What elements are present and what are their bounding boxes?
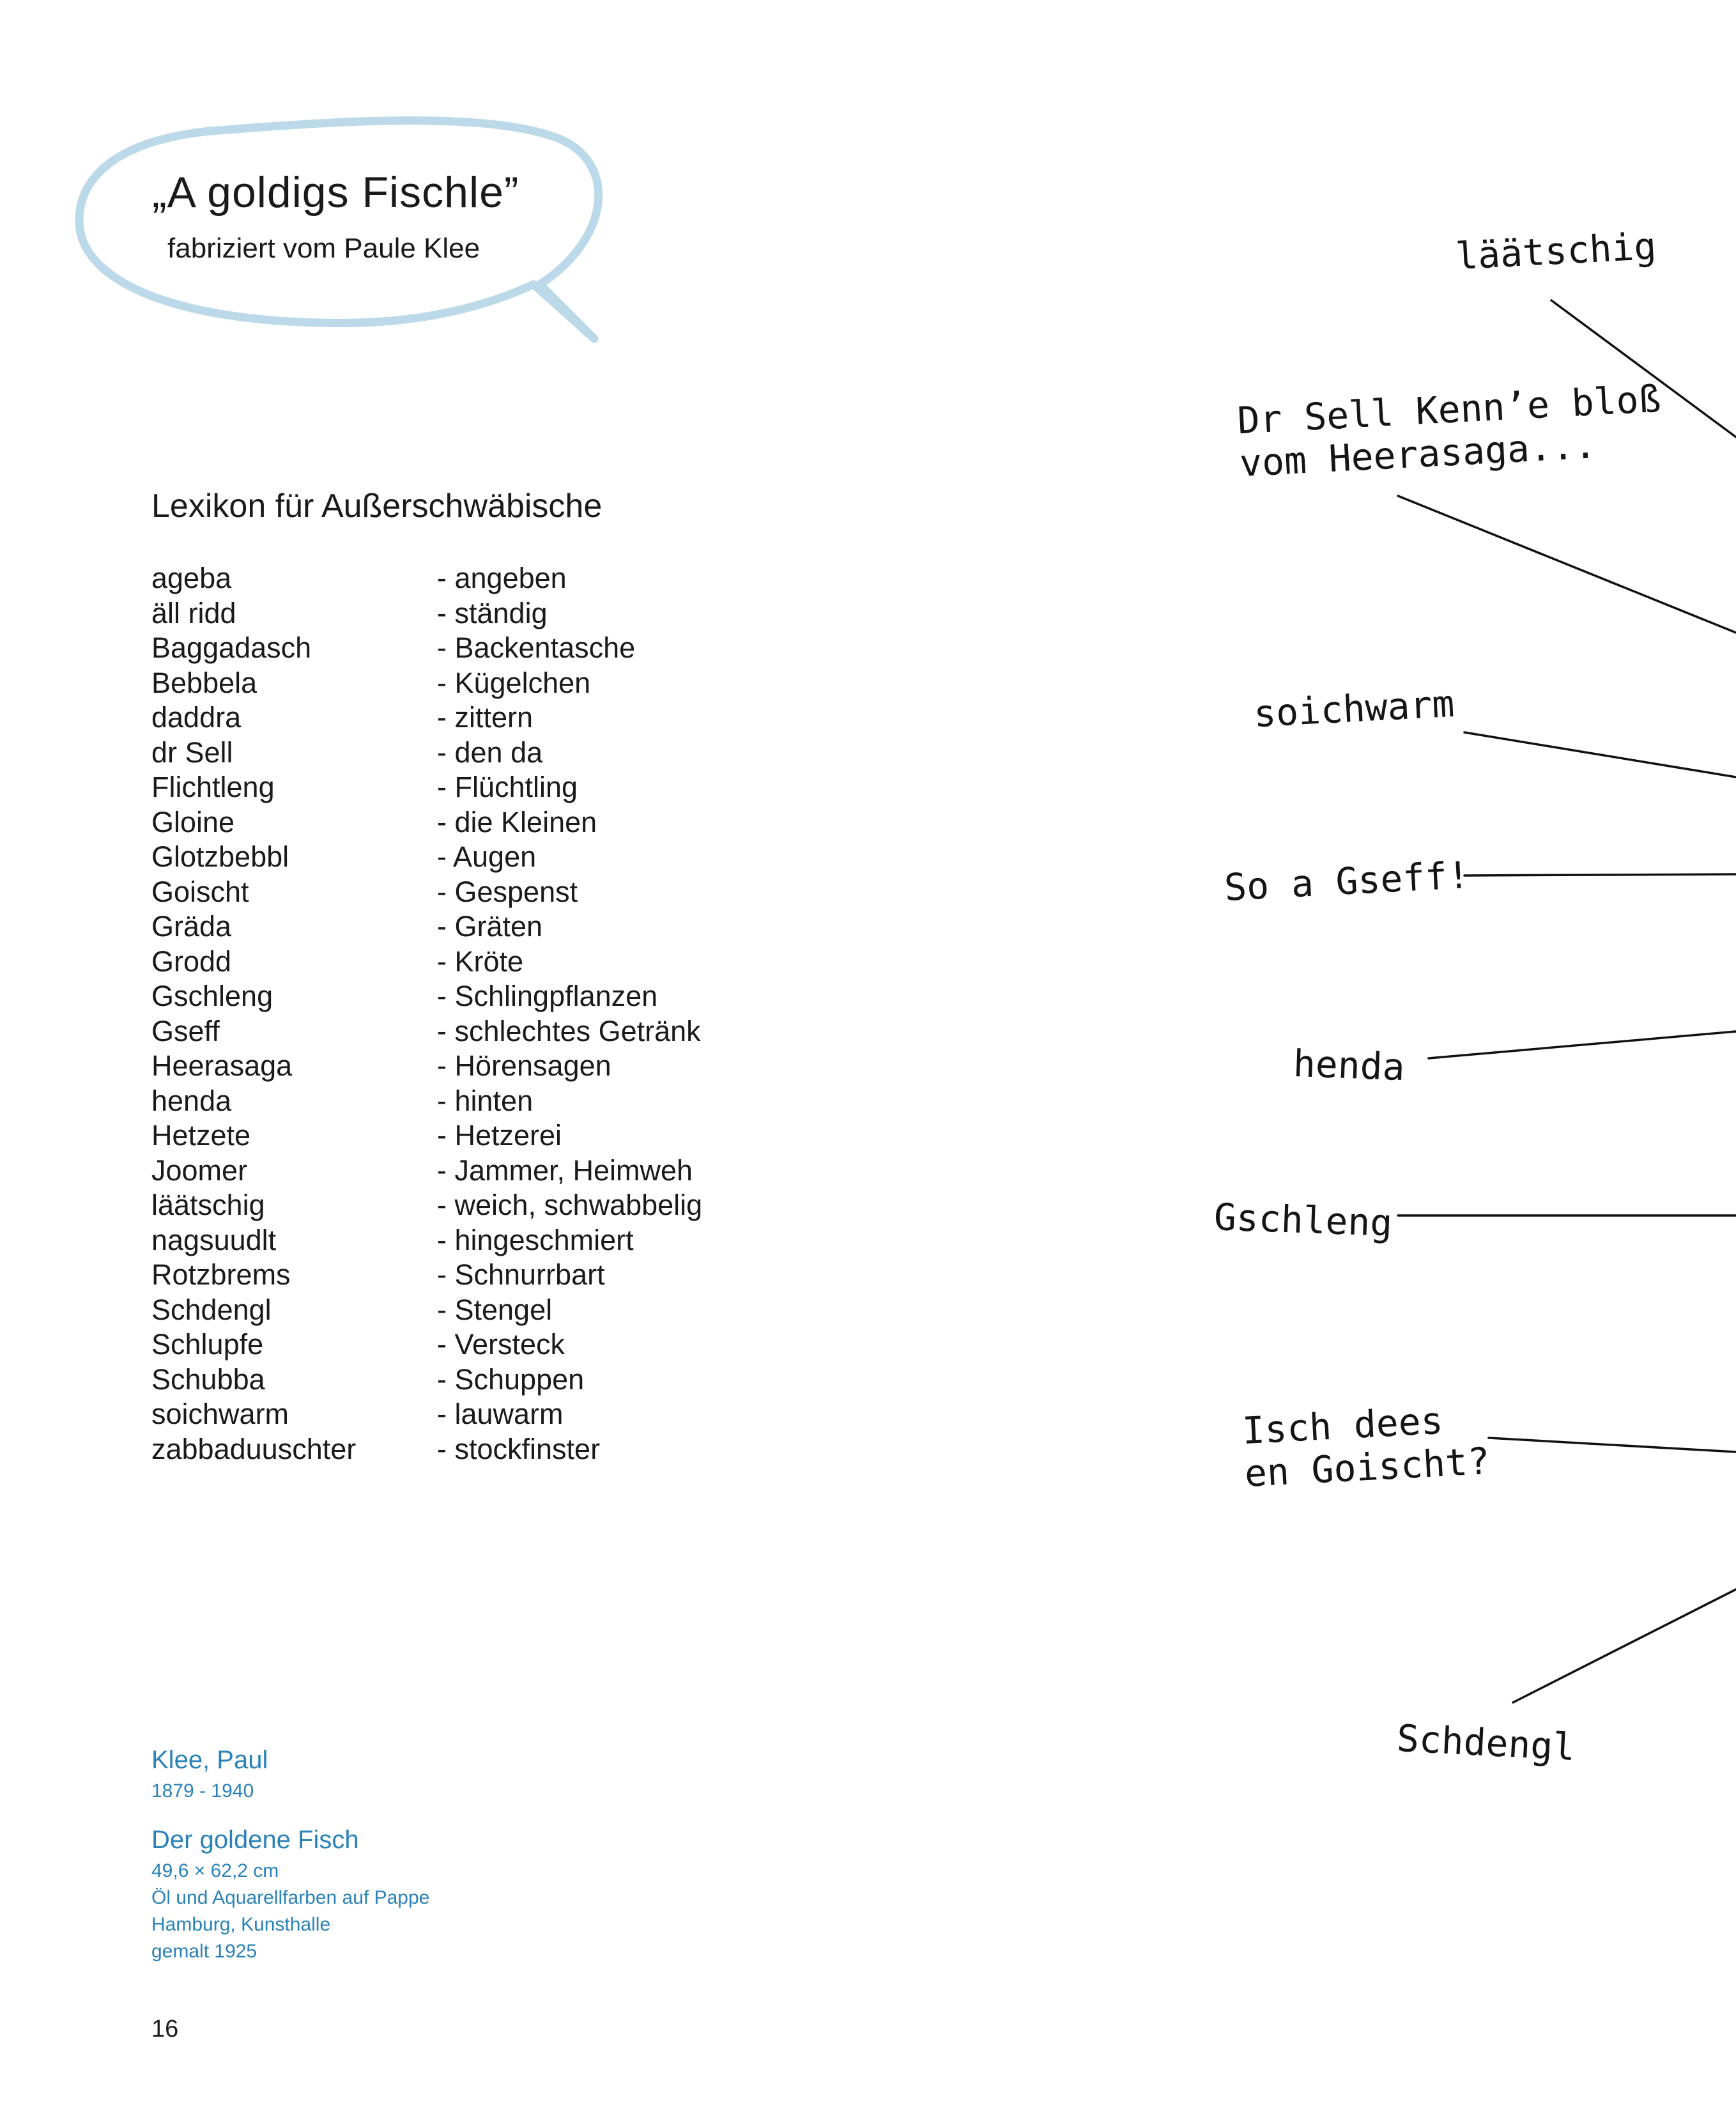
lexicon-term: Gräda [151, 910, 232, 943]
lexicon-term: Grodd [151, 945, 232, 978]
lexicon-definition: - Stengel [437, 1293, 553, 1326]
lexicon-term: dr Sell [151, 736, 233, 769]
annotation-line [1398, 496, 1736, 633]
lexicon-definition: - Schuppen [437, 1362, 585, 1396]
lexicon-definition: - Gespenst [437, 875, 578, 908]
annotation-line [1429, 1031, 1736, 1058]
lexicon-definition: - stockfinster [437, 1432, 601, 1465]
artist-years: 1879 - 1940 [151, 1780, 254, 1802]
annotation-line [1489, 1438, 1736, 1452]
bubble-subtitle: fabriziert vom Paule Klee [167, 233, 480, 264]
annotation-dr-sell: Dr Sell Kenn’e bloß vom Heerasaga... [1236, 376, 1663, 485]
lexicon-definition: - zittern [437, 701, 534, 734]
lexicon-term: Schubba [151, 1362, 265, 1396]
lexicon-term: Joomer [151, 1153, 248, 1187]
lexicon-term: Heerasaga [151, 1049, 293, 1082]
lexicon-definition: - Hetzerei [437, 1119, 562, 1152]
annotation-so-a-gseff: So a Gseff! [1223, 853, 1471, 910]
artwork-dimensions: 49,6 × 62,2 cm [151, 1860, 279, 1881]
lexicon-term: Flichtleng [151, 771, 275, 803]
annotation-henda: henda [1292, 1041, 1406, 1090]
lexicon-term: henda [151, 1084, 232, 1117]
annotation-line [1464, 874, 1736, 876]
annotation-laeaetschig: läätschig [1454, 224, 1657, 279]
annotation-gschleng: Gschleng [1213, 1195, 1394, 1245]
lexicon-term: soichwarm [151, 1398, 289, 1430]
lexicon-term: daddra [151, 701, 242, 734]
lexicon-term: Bebbela [151, 666, 257, 699]
lexicon-term: Glotzbebbl [151, 840, 289, 873]
lexicon-definition: - Kügelchen [437, 666, 591, 699]
artwork-medium: Öl und Aquarellfarben auf Pappe [151, 1887, 430, 1908]
artwork-location: Hamburg, Kunsthalle [151, 1914, 331, 1935]
lexicon-term: Schdengl [151, 1293, 272, 1326]
lexicon-definition: - die Kleinen [437, 805, 597, 838]
lexicon-definition: - Backentasche [437, 631, 636, 664]
lexicon-definition: - hingeschmiert [437, 1223, 634, 1256]
lexicon-definition: - Flüchtling [437, 771, 578, 803]
lexicon-term: Schlupfe [151, 1328, 264, 1361]
artist-name: Klee, Paul [151, 1746, 268, 1774]
page-number: 16 [151, 2016, 179, 2042]
annotation-line [1513, 1589, 1736, 1702]
lexicon-definition: - den da [437, 736, 543, 769]
lexicon-definition: - lauwarm [437, 1398, 564, 1430]
lexicon-term: läätschig [151, 1189, 265, 1221]
lexicon-term: Baggadasch [151, 631, 312, 664]
lexicon-definition: - Jammer, Heimweh [437, 1153, 693, 1187]
lexicon-definition: - Hörensagen [437, 1049, 611, 1082]
annotation-soichwarm: soichwarm [1252, 681, 1456, 736]
lexicon-term: Gschleng [151, 980, 273, 1012]
lexicon-term: Gseff [151, 1014, 220, 1047]
lexicon-definition: - ständig [437, 596, 548, 629]
lexicon-definition: - Augen [437, 840, 537, 873]
lexicon-term: zabbaduuschter [151, 1432, 357, 1465]
lexicon-definition: - schlechtes Getränk [437, 1014, 701, 1047]
lexicon-term: Goischt [151, 875, 249, 908]
artwork-date: gemalt 1925 [151, 1941, 257, 1962]
lexicon-definition: - weich, schwabbelig [437, 1189, 703, 1221]
lexicon-heading: Lexikon für Außerschwäbische [151, 488, 603, 525]
bubble-title: „A goldigs Fischle” [152, 168, 519, 217]
lexicon-definition: - Versteck [437, 1328, 565, 1361]
artwork-title: Der goldene Fisch [151, 1826, 359, 1854]
lexicon-term: äll ridd [151, 596, 236, 629]
lexicon-definition: - Kröte [437, 945, 524, 978]
annotation-schdengl: Schdengl [1395, 1716, 1576, 1770]
lexicon-term: Hetzete [151, 1119, 251, 1152]
annotation-line [1464, 732, 1736, 777]
lexicon-definition: - angeben [437, 562, 567, 594]
lexicon-definition: - Schnurrbart [437, 1258, 605, 1291]
lexicon-term: Gloine [151, 805, 235, 838]
lexicon-definition: - Schlingpflanzen [437, 980, 658, 1012]
lexicon-term: Rotzbrems [151, 1258, 291, 1291]
lexicon-definition: - hinten [437, 1084, 534, 1117]
lexicon-term: ageba [151, 562, 232, 594]
lexicon-term: nagsuudlt [151, 1223, 277, 1256]
annotation-isch-dees: Isch dees en Goischt? [1241, 1398, 1491, 1495]
lexicon-definition: - Gräten [437, 910, 543, 943]
